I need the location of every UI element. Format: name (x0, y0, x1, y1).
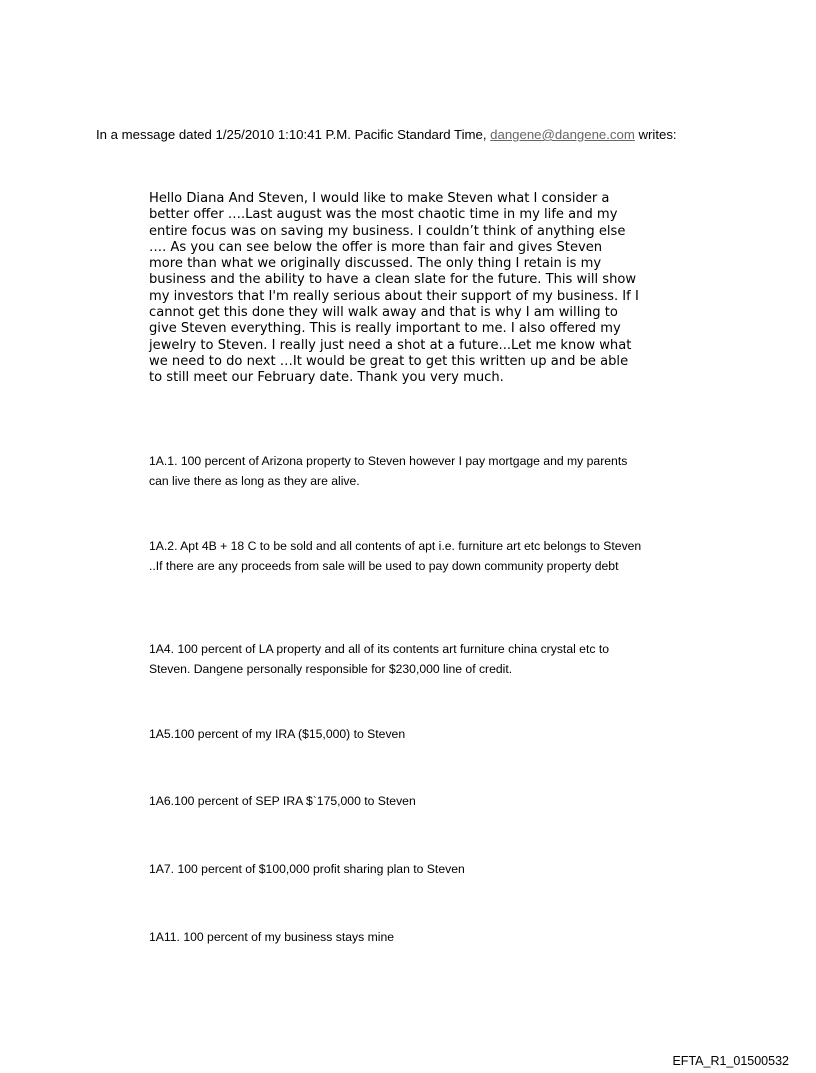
offer-item-1a5: 1A5.100 percent of my IRA ($15,000) to Steven (149, 727, 406, 741)
message-header (96, 127, 796, 143)
offer-item-1a7: 1A7. 100 percent of $100,000 profit sharing plan to Steven (149, 862, 465, 876)
offer-item-1a6: 1A6.100 percent of SEP IRA $`175,000 to Steven (149, 794, 416, 808)
header-prefix: In a message dated 1/25/2010 1:10:41 P.M. Pacific Standard Time, (96, 127, 491, 142)
offer-item-1a11: 1A11. 100 percent of my business stays mine (149, 930, 395, 944)
offer-item-1a4: 1A4. 100 percent of LA property and all of its contents art furniture china crystal etc to Steven. Dangene personally responsible for $230,000 line of credit. (149, 642, 609, 676)
offer-item-1a1: 1A.1. 100 percent of Arizona property to Steven however I pay mortgage and my parents can live there as long as they are alive. (149, 454, 628, 488)
document-id: EFTA_R1_01500532 (672, 1054, 789, 1068)
offer-item-1a2: 1A.2. Apt 4B + 18 C to be sold and all contents of apt i.e. furniture art etc belongs to Steven ..If there are any proceeds from sale will be used to pay down community property debt (149, 539, 642, 573)
message-body: Hello Diana And Steven, I would like to make Steven what I consider a better offer ….Last august was the most chaotic time in my life and my entire focus was on saving my business. I couldn’t think of anything else …. As you can see below the offer is more than fair and gives Steven more than what we originally discussed. The only thing I retain is my business and the ability to have a clean slate for the future. This will show my investors that I'm really serious about their support of my business. If I cannot get this done they will walk away and that is why I am willing to give Steven everything. This is really important to me. I also offered my jewelry to Steven. I really just need a shot at a future...Let me know what we need to do next …It would be great to get this written up and be able to still meet our February date. Thank you very much. (149, 191, 639, 386)
sender-email-link[interactable]: dangene@dangene.com (490, 127, 635, 142)
header-suffix: writes: (634, 127, 677, 142)
